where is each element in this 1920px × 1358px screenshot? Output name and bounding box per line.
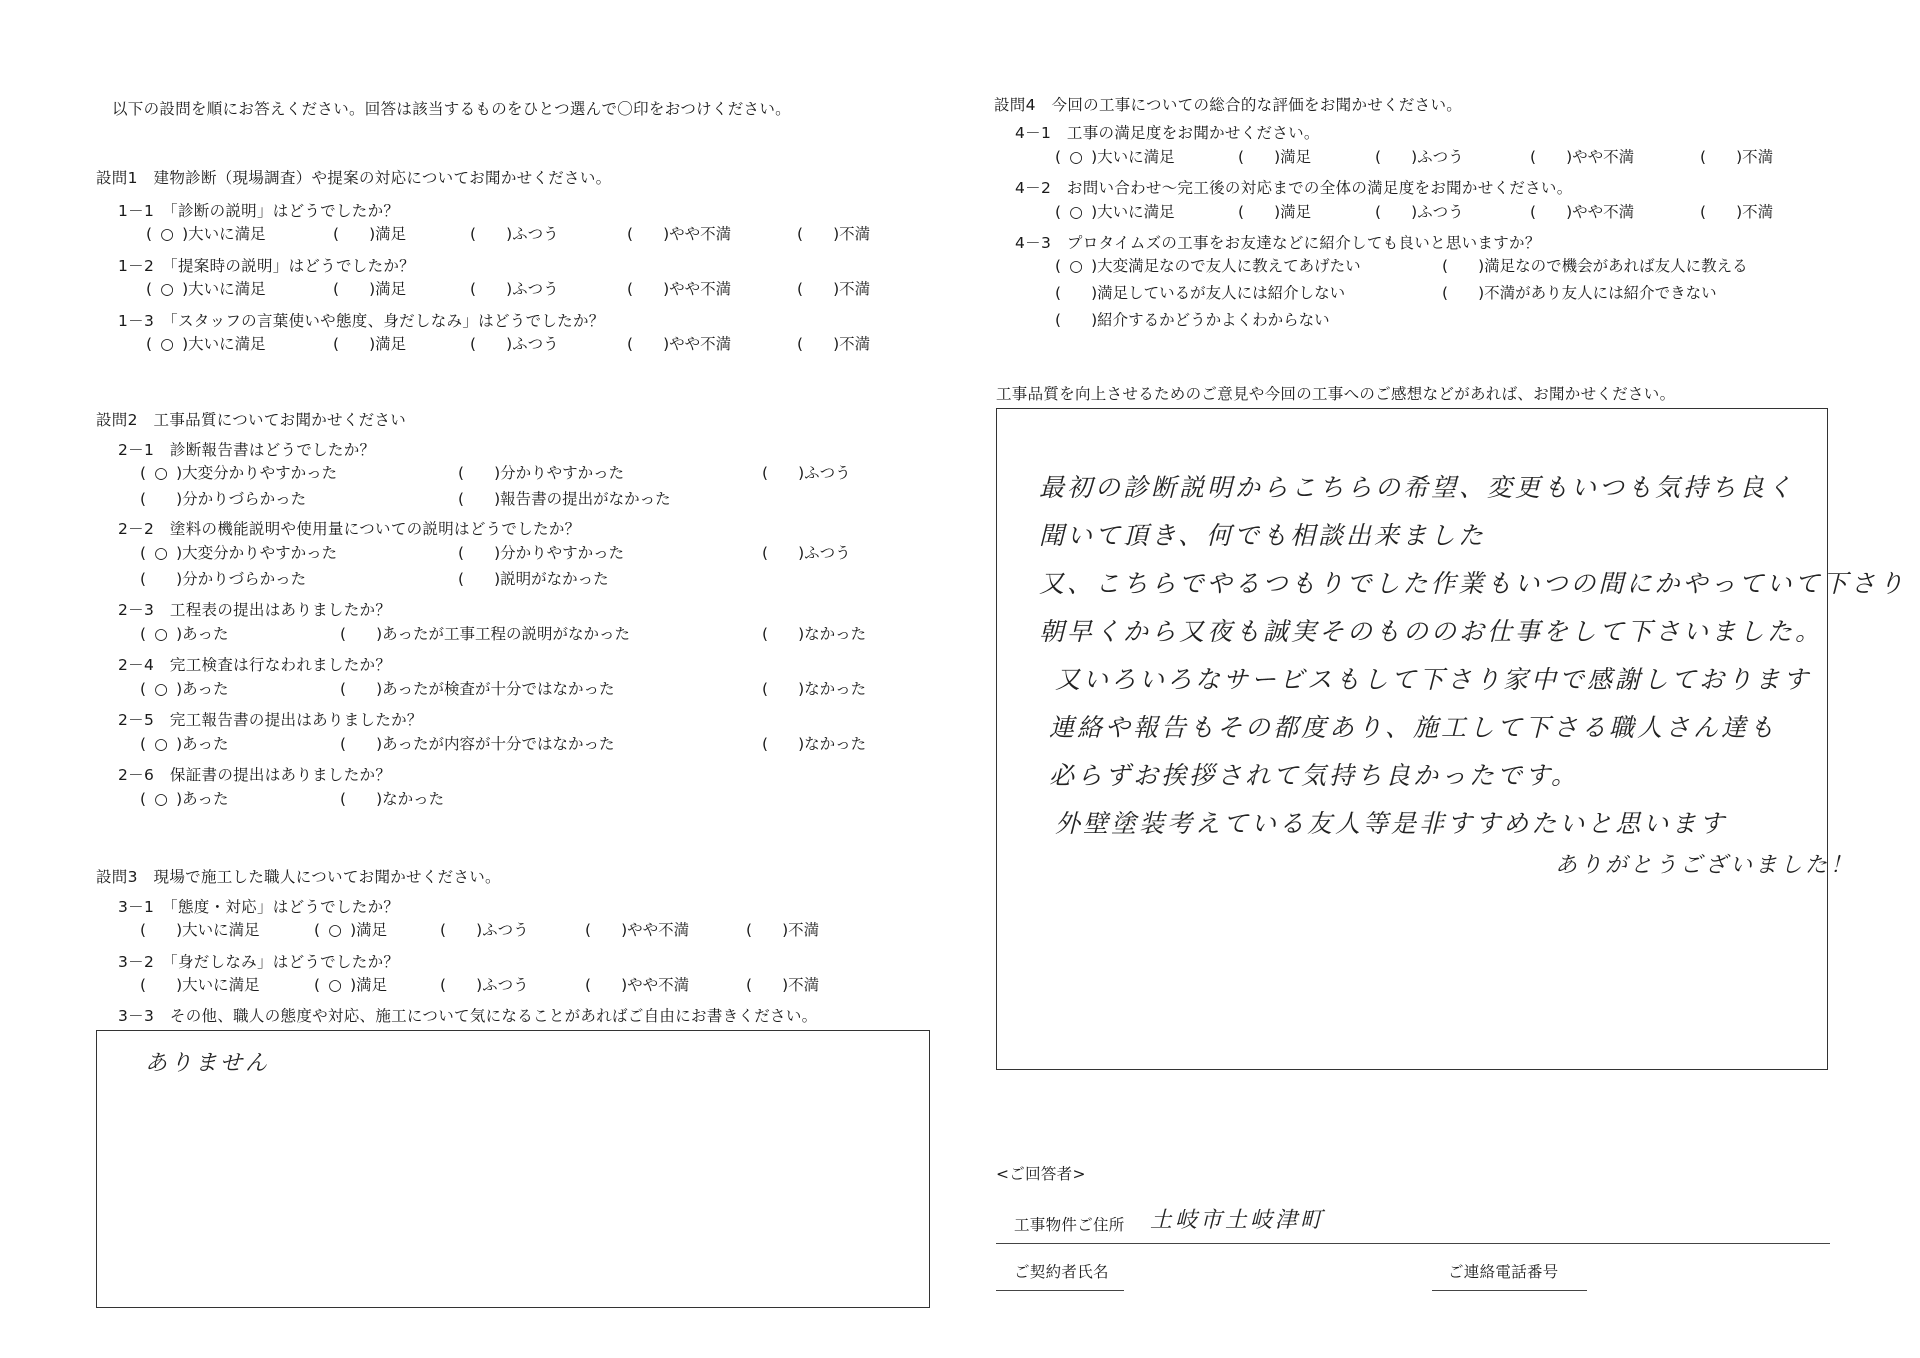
feedback-line: 必らずお挨拶されて気持ち良かったです。 [1049, 761, 1580, 790]
q2-4-label: 2－4 完工検査は行なわれましたか？ [118, 656, 392, 674]
phone-label: ご連絡電話番号 [1448, 1263, 1559, 1281]
feedback-line: ありがとうございました！ [1555, 853, 1856, 878]
q1-1-opt-1[interactable]: ( )満足 [333, 225, 407, 243]
instructions: 以下の設問を順にお答えください。回答は該当するものをひとつ選んで〇印をおつけください。 [112, 100, 791, 118]
q4-2-label: 4－2 お問い合わせ～完工後の対応までの全体の満足度をお聞かせください。 [1015, 179, 1573, 197]
q3-3-answer: ありません [145, 1051, 271, 1076]
q2-5-opt-2[interactable]: ( )なかった [762, 735, 867, 753]
q2-4-opt-2[interactable]: ( )なかった [762, 680, 867, 698]
q2-2-opt-4[interactable]: ( )説明がなかった [458, 570, 609, 588]
q2-3-opt-0[interactable]: ( ○ )あった [140, 625, 229, 643]
q3-title: 設問3 現場で施工した職人についてお聞かせください。 [96, 868, 501, 886]
q4-3-opt-2[interactable]: ( )満足しているが友人には紹介しない [1055, 284, 1346, 302]
q1-2-opt-3[interactable]: ( )やや不満 [627, 280, 732, 298]
q4-3-opt-0[interactable]: ( ○ )大変満足なので友人に教えてあげたい [1055, 257, 1361, 275]
address-label: 工事物件ご住所 [1014, 1216, 1125, 1234]
q1-1-opt-4[interactable]: ( )不満 [797, 225, 871, 243]
q2-1-label: 2－1 診断報告書はどうでしたか？ [118, 441, 376, 459]
q2-5-opt-0[interactable]: ( ○ )あった [140, 735, 229, 753]
q3-1-opt-4[interactable]: ( )不満 [746, 921, 820, 939]
q4-3-opt-1[interactable]: ( )満足なので機会があれば友人に教える [1442, 257, 1748, 275]
q1-1-opt-2[interactable]: ( )ふつう [470, 225, 559, 243]
q1-2-opt-2[interactable]: ( )ふつう [470, 280, 559, 298]
q4-1-label: 4－1 工事の満足度をお聞かせください。 [1015, 124, 1320, 142]
q1-1-opt-0[interactable]: ( ○ )大いに満足 [146, 225, 266, 243]
q4-2-opt-4[interactable]: ( )不満 [1700, 203, 1774, 221]
address-underline [996, 1243, 1830, 1244]
q3-1-opt-1[interactable]: ( ○ )満足 [314, 921, 388, 939]
q4-1-opt-2[interactable]: ( )ふつう [1375, 148, 1464, 166]
q2-2-opt-0[interactable]: ( ○ )大変分かりやすかった [140, 544, 338, 562]
q2-3-opt-1[interactable]: ( )あったが工事工程の説明がなかった [340, 625, 630, 643]
q1-2-opt-4[interactable]: ( )不満 [797, 280, 871, 298]
q2-3-opt-2[interactable]: ( )なかった [762, 625, 867, 643]
q1-3-opt-4[interactable]: ( )不満 [797, 335, 871, 353]
q4-2-opt-2[interactable]: ( )ふつう [1375, 203, 1464, 221]
q3-1-label: 3－1 「態度・対応」はどうでしたか？ [118, 898, 400, 916]
q4-2-opt-1[interactable]: ( )満足 [1238, 203, 1312, 221]
q3-2-opt-0[interactable]: ( )大いに満足 [140, 976, 260, 994]
q3-2-opt-4[interactable]: ( )不満 [746, 976, 820, 994]
q1-3-opt-2[interactable]: ( )ふつう [470, 335, 559, 353]
q4-1-opt-1[interactable]: ( )満足 [1238, 148, 1312, 166]
q2-5-label: 2－5 完工報告書の提出はありましたか？ [118, 711, 423, 729]
q4-3-label: 4－3 プロタイムズの工事をお友達などに紹介しても良いと思いますか？ [1015, 234, 1541, 252]
q2-4-opt-0[interactable]: ( ○ )あった [140, 680, 229, 698]
q1-2-opt-1[interactable]: ( )満足 [333, 280, 407, 298]
q4-2-opt-3[interactable]: ( )やや不満 [1530, 203, 1635, 221]
q1-2-opt-0[interactable]: ( ○ )大いに満足 [146, 280, 266, 298]
q3-1-opt-2[interactable]: ( )ふつう [440, 921, 529, 939]
q2-6-opt-1[interactable]: ( )なかった [340, 790, 445, 808]
feedback-line: 連絡や報告もその都度あり、施工して下さる職人さん達も [1049, 713, 1778, 742]
q2-2-opt-3[interactable]: ( )分かりづらかった [140, 570, 307, 588]
q2-6-label: 2－6 保証書の提出はありましたか？ [118, 766, 392, 784]
q2-2-opt-2[interactable]: ( )ふつう [762, 544, 851, 562]
q1-3-opt-0[interactable]: ( ○ )大いに満足 [146, 335, 266, 353]
q4-2-opt-0[interactable]: ( ○ )大いに満足 [1055, 203, 1175, 221]
q4-1-opt-0[interactable]: ( ○ )大いに満足 [1055, 148, 1175, 166]
q3-2-opt-2[interactable]: ( )ふつう [440, 976, 529, 994]
q2-6-opt-0[interactable]: ( ○ )あった [140, 790, 229, 808]
q3-2-opt-3[interactable]: ( )やや不満 [585, 976, 690, 994]
q1-3-opt-1[interactable]: ( )満足 [333, 335, 407, 353]
q2-title: 設問2 工事品質についてお聞かせください [96, 411, 407, 429]
q1-1-label: 1－1 「診断の説明」はどうでしたか？ [118, 202, 400, 220]
q3-3-label: 3－3 その他、職人の態度や対応、施工について気になることがあればご自由にお書きください。 [118, 1007, 818, 1025]
feedback-line: 聞いて頂き、何でも相談出来ました [1039, 521, 1487, 550]
q4-3-opt-4[interactable]: ( )紹介するかどうかよくわからない [1055, 311, 1330, 329]
q2-1-opt-2[interactable]: ( )ふつう [762, 464, 851, 482]
q3-1-opt-0[interactable]: ( )大いに満足 [140, 921, 260, 939]
q3-3-answer-box[interactable] [96, 1030, 930, 1308]
phone-underline [1432, 1290, 1587, 1291]
q4-title: 設問4 今回の工事についての総合的な評価をお聞かせください。 [994, 96, 1463, 114]
q1-3-label: 1－3 「スタッフの言葉使いや態度、身だしなみ」はどうでしたか？ [118, 312, 605, 330]
q2-2-label: 2－2 塗料の機能説明や使用量についての説明はどうでしたか？ [118, 520, 581, 538]
q2-5-opt-1[interactable]: ( )あったが内容が十分ではなかった [340, 735, 615, 753]
address-value: 土岐市土岐津町 [1150, 1208, 1326, 1233]
respondent-header: <ご回答者> [996, 1165, 1086, 1183]
q2-1-opt-4[interactable]: ( )報告書の提出がなかった [458, 490, 671, 508]
q2-1-opt-3[interactable]: ( )分かりづらかった [140, 490, 307, 508]
q2-1-opt-1[interactable]: ( )分かりやすかった [458, 464, 625, 482]
name-label: ご契約者氏名 [1014, 1263, 1109, 1281]
q1-3-opt-3[interactable]: ( )やや不満 [627, 335, 732, 353]
q3-2-opt-1[interactable]: ( ○ )満足 [314, 976, 388, 994]
feedback-line: 朝早くから又夜も誠実そのもののお仕事をして下さいました。 [1039, 617, 1824, 646]
q2-3-label: 2－3 工程表の提出はありましたか？ [118, 601, 392, 619]
feedback-label: 工事品質を向上させるためのご意見や今回の工事へのご感想などがあれば、お聞かせください。 [996, 385, 1676, 403]
feedback-line: 又いろいろなサービスもして下さり家中で感謝しております [1055, 665, 1812, 694]
q1-1-opt-3[interactable]: ( )やや不満 [627, 225, 732, 243]
q1-2-label: 1－2 「提案時の説明」はどうでしたか？ [118, 257, 415, 275]
q2-1-opt-0[interactable]: ( ○ )大変分かりやすかった [140, 464, 338, 482]
q3-2-label: 3－2 「身だしなみ」はどうでしたか？ [118, 953, 400, 971]
q1-title: 設問1 建物診断（現場調査）や提案の対応についてお聞かせください。 [96, 169, 612, 187]
q4-1-opt-4[interactable]: ( )不満 [1700, 148, 1774, 166]
q2-4-opt-1[interactable]: ( )あったが検査が十分ではなかった [340, 680, 615, 698]
feedback-box[interactable] [996, 408, 1907, 1070]
feedback-line: 最初の診断説明からこちらの希望、変更もいつも気持ち良く [1039, 473, 1796, 502]
q4-3-opt-3[interactable]: ( )不満があり友人には紹介できない [1442, 284, 1717, 302]
name-underline [996, 1290, 1124, 1291]
q2-2-opt-1[interactable]: ( )分かりやすかった [458, 544, 625, 562]
q3-1-opt-3[interactable]: ( )やや不満 [585, 921, 690, 939]
feedback-line: 外壁塗装考えている友人等是非すすめたいと思います [1055, 809, 1728, 838]
q4-1-opt-3[interactable]: ( )やや不満 [1530, 148, 1635, 166]
feedback-line: 又、こちらでやるつもりでした作業もいつの間にかやっていて下さり [1039, 569, 1907, 598]
